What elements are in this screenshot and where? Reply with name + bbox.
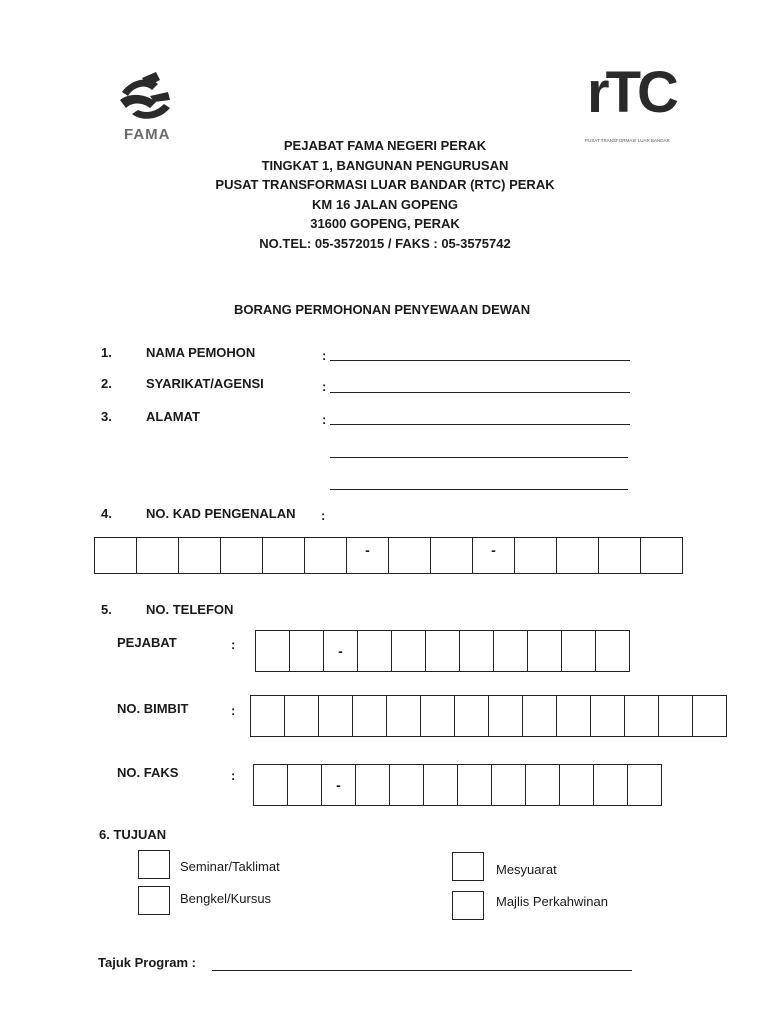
phone-box[interactable]: [358, 631, 392, 671]
field-1-label: NAMA PEMOHON: [146, 345, 256, 360]
bimbit-label: NO. BIMBIT: [117, 701, 189, 716]
ic-box[interactable]: [641, 538, 683, 573]
field-2-label: SYARIKAT/AGENSI: [146, 376, 264, 391]
ic-box[interactable]: [389, 538, 431, 573]
seminar-checkbox[interactable]: [138, 850, 170, 879]
field-1-number: 1.: [101, 345, 112, 360]
address-line-5: 31600 GOPENG, PERAK: [310, 216, 460, 231]
alamat-field-line-3[interactable]: [330, 489, 628, 490]
phone-box[interactable]: [285, 696, 319, 736]
phone-box[interactable]: [319, 696, 353, 736]
phone-box[interactable]: [426, 631, 460, 671]
phone-box[interactable]: [526, 765, 560, 805]
ic-box[interactable]: [95, 538, 137, 573]
bengkel-label: Bengkel/Kursus: [180, 891, 272, 906]
phone-box[interactable]: [528, 631, 562, 671]
address-line-6: NO.TEL: 05-3572015 / FAKS : 05-3575742: [259, 235, 511, 251]
ic-number-boxes: [94, 537, 683, 574]
ic-box[interactable]: [431, 538, 473, 573]
ic-box-separator: -: [473, 538, 515, 573]
phone-box[interactable]: [560, 765, 594, 805]
phone-box[interactable]: [387, 696, 421, 736]
address-line-4: KM 16 JALAN GOPENG: [312, 196, 458, 212]
phone-box[interactable]: [392, 631, 426, 671]
bengkel-checkbox[interactable]: [138, 886, 170, 915]
phone-box[interactable]: [356, 765, 390, 805]
field-5-number: 5.: [101, 602, 112, 617]
address-line-1: PEJABAT FAMA NEGERI PERAK: [283, 138, 487, 153]
field-4-number: 4.: [101, 506, 112, 521]
phone-box[interactable]: [489, 696, 523, 736]
office-address: [150, 136, 620, 253]
phone-box[interactable]: [455, 696, 489, 736]
pejabat-label: PEJABAT: [117, 635, 177, 650]
phone-box[interactable]: [591, 696, 625, 736]
field-2-colon: :: [322, 379, 327, 394]
address-line-2: TINGKAT 1, BANGUNAN PENGURUSAN: [261, 157, 509, 173]
phone-box[interactable]: [557, 696, 591, 736]
fama-logo-mark: [112, 70, 182, 130]
phone-box-separator: -: [322, 765, 356, 805]
ic-box-separator: -: [347, 538, 389, 573]
tajuk-program-label: Tajuk Program :: [98, 955, 197, 970]
phone-box[interactable]: [562, 631, 596, 671]
phone-box[interactable]: [288, 765, 322, 805]
field-2-number: 2.: [101, 376, 112, 391]
bimbit-phone-boxes: [250, 695, 727, 737]
field-1-colon: :: [322, 348, 327, 363]
ic-box[interactable]: [557, 538, 599, 573]
alamat-field-line-1[interactable]: [330, 424, 630, 425]
phone-box[interactable]: [290, 631, 324, 671]
field-3-number: 3.: [101, 409, 112, 424]
ic-box[interactable]: [221, 538, 263, 573]
field-3-colon: :: [322, 412, 327, 427]
phone-box[interactable]: [390, 765, 424, 805]
ic-box[interactable]: [179, 538, 221, 573]
ic-box[interactable]: [263, 538, 305, 573]
field-4-label: NO. KAD PENGENALAN: [146, 506, 296, 521]
phone-box[interactable]: [523, 696, 557, 736]
phone-box[interactable]: [251, 696, 285, 736]
bimbit-colon: :: [231, 703, 236, 718]
ic-box[interactable]: [599, 538, 641, 573]
field-3-label: ALAMAT: [146, 409, 200, 424]
pejabat-colon: :: [231, 637, 236, 652]
mesyuarat-label: Mesyuarat: [496, 862, 557, 877]
seminar-label: Seminar/Taklimat: [180, 859, 280, 874]
phone-box[interactable]: [424, 765, 458, 805]
rtc-logo-caption: PUSAT TRANSFORMASI LUAR BANDAR: [585, 138, 670, 143]
phone-box[interactable]: [594, 765, 628, 805]
faks-colon: :: [231, 768, 236, 783]
phone-box-separator: -: [324, 631, 358, 671]
majlis-perkahwinan-label: Majlis Perkahwinan: [496, 894, 608, 909]
phone-box[interactable]: [659, 696, 693, 736]
pejabat-phone-boxes: [255, 630, 630, 672]
phone-box[interactable]: [353, 696, 387, 736]
mesyuarat-checkbox[interactable]: [452, 852, 484, 881]
phone-box[interactable]: [421, 696, 455, 736]
majlis-perkahwinan-checkbox[interactable]: [452, 891, 484, 920]
form-title: BORANG PERMOHONAN PENYEWAAN DEWAN: [234, 302, 531, 317]
rtc-logo-text: rTC: [587, 60, 675, 125]
ic-box[interactable]: [305, 538, 347, 573]
tajuk-program-field[interactable]: [212, 970, 632, 971]
phone-box[interactable]: [458, 765, 492, 805]
field-4-colon: :: [321, 508, 326, 523]
phone-box[interactable]: [494, 631, 528, 671]
phone-box[interactable]: [492, 765, 526, 805]
field-5-label: NO. TELEFON: [146, 602, 234, 617]
ic-box[interactable]: [515, 538, 557, 573]
phone-box[interactable]: [625, 696, 659, 736]
tujuan-heading: 6. TUJUAN: [99, 827, 167, 842]
ic-box[interactable]: [137, 538, 179, 573]
phone-box[interactable]: [254, 765, 288, 805]
phone-box[interactable]: [628, 765, 662, 805]
nama-pemohon-field[interactable]: [330, 360, 630, 361]
phone-box[interactable]: [596, 631, 630, 671]
faks-phone-boxes: [253, 764, 662, 806]
fama-logo-text: FAMA: [124, 126, 171, 143]
syarikat-agensi-field[interactable]: [330, 392, 630, 393]
phone-box[interactable]: [256, 631, 290, 671]
phone-box[interactable]: [460, 631, 494, 671]
alamat-field-line-2[interactable]: [330, 457, 628, 458]
address-line-3: PUSAT TRANSFORMASI LUAR BANDAR (RTC) PERAK: [215, 177, 555, 192]
phone-box[interactable]: [693, 696, 727, 736]
faks-label: NO. FAKS: [117, 765, 179, 780]
